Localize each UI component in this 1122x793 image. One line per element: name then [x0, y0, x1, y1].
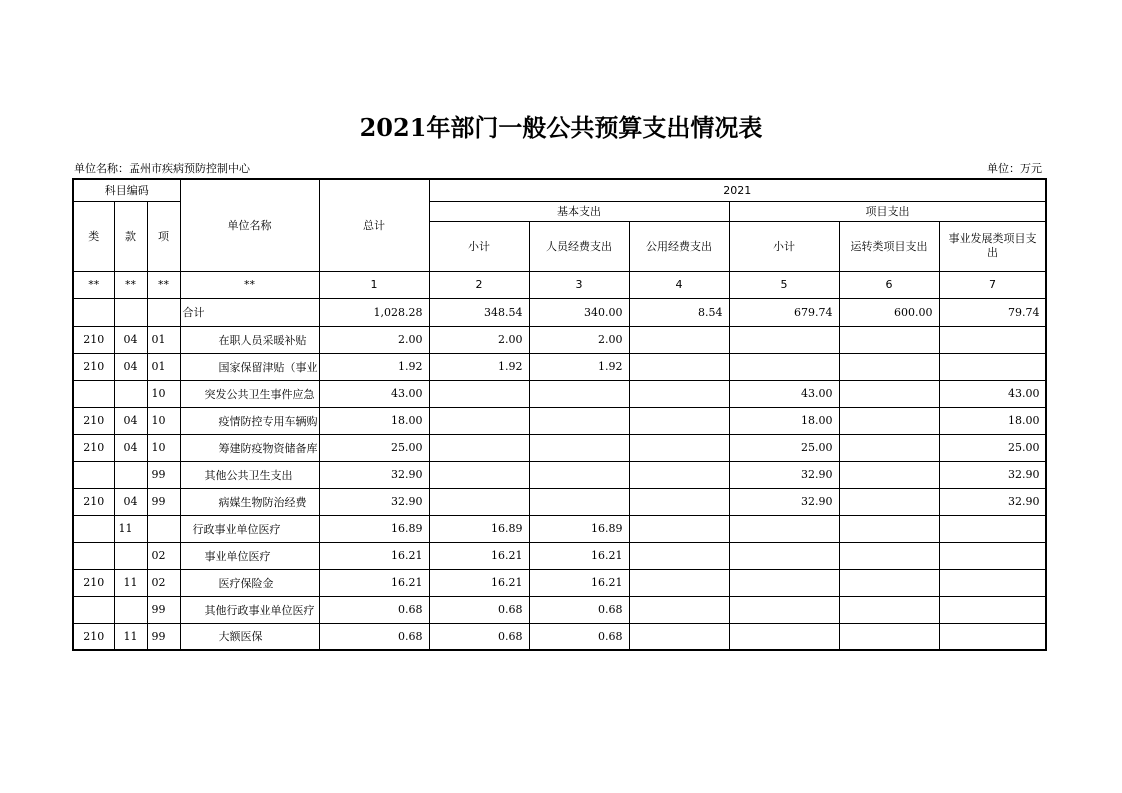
cell-transfer: [839, 623, 939, 650]
cell-xiang: 10: [147, 434, 180, 461]
cell-basic-subtotal: [429, 434, 529, 461]
cell-lei: 210: [73, 326, 114, 353]
cell-xiang: 02: [147, 569, 180, 596]
cell-basic-subtotal: [429, 380, 529, 407]
cell-kuan: 04: [114, 434, 147, 461]
cell-total: 1,028.28: [319, 298, 429, 326]
header-unit-name: 单位名称: [180, 179, 319, 271]
cell-transfer: [839, 542, 939, 569]
cell-name: 其他行政事业单位医疗: [180, 596, 319, 623]
cell-basic-subtotal: 2.00: [429, 326, 529, 353]
cell-transfer: [839, 434, 939, 461]
cell-project-subtotal: 25.00: [729, 434, 839, 461]
cell-development: 25.00: [939, 434, 1046, 461]
table-row: [73, 353, 1046, 380]
cell-xiang: 02: [147, 542, 180, 569]
table-row: [73, 407, 1046, 434]
cell-development: [939, 569, 1046, 596]
unit-name-label: 单位名称：孟州市疾病预防控制中心: [74, 162, 250, 175]
cell-lei: 210: [73, 434, 114, 461]
table-row: [73, 569, 1046, 596]
cell-public: [629, 407, 729, 434]
cell-project-subtotal: 18.00: [729, 407, 839, 434]
table-row: [73, 326, 1046, 353]
cell-project-subtotal: [729, 326, 839, 353]
cell-public: [629, 488, 729, 515]
cell-development: 79.74: [939, 298, 1046, 326]
header-public: 公用经费支出: [629, 221, 729, 271]
cell-kuan: 11: [114, 623, 147, 650]
index-cell: **: [114, 271, 147, 298]
table-header: [73, 179, 1046, 298]
index-cell: 2: [429, 271, 529, 298]
cell-xiang: 99: [147, 461, 180, 488]
cell-basic-subtotal: [429, 488, 529, 515]
cell-xiang: 99: [147, 596, 180, 623]
cell-name: 国家保留津贴（事业: [180, 353, 319, 380]
cell-basic-subtotal: 0.68: [429, 596, 529, 623]
cell-lei: 210: [73, 569, 114, 596]
cell-public: [629, 569, 729, 596]
index-cell: 6: [839, 271, 939, 298]
page-title: 2021年部门一般公共预算支出情况表: [359, 113, 763, 142]
cell-xiang: 10: [147, 407, 180, 434]
cell-transfer: [839, 407, 939, 434]
cell-name: 合计: [180, 298, 319, 326]
cell-basic-subtotal: [429, 461, 529, 488]
cell-kuan: 04: [114, 326, 147, 353]
header-project-subtotal: 小计: [729, 221, 839, 271]
cell-lei: [73, 298, 114, 326]
table-row: [73, 380, 1046, 407]
cell-total: 0.68: [319, 596, 429, 623]
header-total: 总计: [319, 179, 429, 271]
table-row: [73, 488, 1046, 515]
cell-transfer: [839, 353, 939, 380]
cell-public: [629, 596, 729, 623]
cell-public: [629, 380, 729, 407]
cell-project-subtotal: 32.90: [729, 488, 839, 515]
cell-total: 16.21: [319, 542, 429, 569]
cell-transfer: 600.00: [839, 298, 939, 326]
cell-lei: [73, 542, 114, 569]
cell-total: 18.00: [319, 407, 429, 434]
cell-xiang: 01: [147, 326, 180, 353]
cell-kuan: 04: [114, 353, 147, 380]
cell-transfer: [839, 488, 939, 515]
cell-personnel: [529, 461, 629, 488]
cell-name: 筹建防疫物资储备库: [180, 434, 319, 461]
unit-label: 单位：万元: [987, 162, 1042, 175]
cell-public: [629, 353, 729, 380]
table-row: [73, 542, 1046, 569]
index-cell: 5: [729, 271, 839, 298]
cell-xiang: 01: [147, 353, 180, 380]
cell-public: [629, 515, 729, 542]
cell-personnel: [529, 488, 629, 515]
index-cell: 7: [939, 271, 1046, 298]
cell-lei: 210: [73, 488, 114, 515]
cell-lei: 210: [73, 407, 114, 434]
cell-total: 32.90: [319, 461, 429, 488]
index-cell: 1: [319, 271, 429, 298]
index-cell: 3: [529, 271, 629, 298]
cell-xiang: 99: [147, 488, 180, 515]
cell-lei: [73, 515, 114, 542]
cell-project-subtotal: 32.90: [729, 461, 839, 488]
cell-project-subtotal: 679.74: [729, 298, 839, 326]
cell-personnel: 16.21: [529, 569, 629, 596]
cell-transfer: [839, 326, 939, 353]
cell-lei: [73, 596, 114, 623]
cell-transfer: [839, 596, 939, 623]
header-personnel: 人员经费支出: [529, 221, 629, 271]
table-row: [73, 515, 1046, 542]
cell-basic-subtotal: [429, 407, 529, 434]
cell-transfer: [839, 569, 939, 596]
cell-xiang: [147, 515, 180, 542]
cell-public: [629, 326, 729, 353]
header-development: 事业发展类项目支出: [939, 221, 1046, 271]
cell-lei: 210: [73, 623, 114, 650]
cell-public: 8.54: [629, 298, 729, 326]
cell-name: 其他公共卫生支出: [180, 461, 319, 488]
cell-lei: [73, 380, 114, 407]
cell-public: [629, 434, 729, 461]
cell-personnel: 0.68: [529, 623, 629, 650]
header-lei: 类: [73, 201, 114, 271]
cell-development: [939, 623, 1046, 650]
cell-total: 0.68: [319, 623, 429, 650]
cell-basic-subtotal: 16.21: [429, 569, 529, 596]
cell-personnel: 0.68: [529, 596, 629, 623]
cell-kuan: [114, 380, 147, 407]
cell-basic-subtotal: 16.89: [429, 515, 529, 542]
header-year: 2021: [429, 179, 1046, 201]
cell-basic-subtotal: 1.92: [429, 353, 529, 380]
cell-transfer: [839, 380, 939, 407]
header-subject-code: 科目编码: [73, 179, 180, 201]
cell-basic-subtotal: 16.21: [429, 542, 529, 569]
cell-personnel: [529, 380, 629, 407]
index-cell: **: [147, 271, 180, 298]
cell-personnel: 2.00: [529, 326, 629, 353]
cell-total: 32.90: [319, 488, 429, 515]
cell-project-subtotal: [729, 515, 839, 542]
cell-xiang: 10: [147, 380, 180, 407]
cell-kuan: 11: [114, 515, 147, 542]
cell-transfer: [839, 515, 939, 542]
cell-name: 大额医保: [180, 623, 319, 650]
cell-xiang: [147, 298, 180, 326]
cell-lei: [73, 461, 114, 488]
cell-total: 43.00: [319, 380, 429, 407]
cell-lei: 210: [73, 353, 114, 380]
cell-name: 在职人员采暖补贴: [180, 326, 319, 353]
header-xiang: 项: [147, 201, 180, 271]
total-row: [73, 298, 1046, 326]
cell-basic-subtotal: 0.68: [429, 623, 529, 650]
cell-development: 32.90: [939, 488, 1046, 515]
cell-personnel: [529, 407, 629, 434]
cell-total: 16.89: [319, 515, 429, 542]
cell-name: 疫情防控专用车辆购: [180, 407, 319, 434]
index-cell: **: [180, 271, 319, 298]
cell-development: [939, 353, 1046, 380]
cell-name: 事业单位医疗: [180, 542, 319, 569]
index-row: [73, 271, 1046, 298]
header-project: 项目支出: [729, 201, 1046, 221]
cell-project-subtotal: [729, 353, 839, 380]
cell-public: [629, 542, 729, 569]
cell-transfer: [839, 461, 939, 488]
cell-total: 16.21: [319, 569, 429, 596]
cell-project-subtotal: [729, 623, 839, 650]
cell-kuan: [114, 596, 147, 623]
index-cell: 4: [629, 271, 729, 298]
cell-kuan: 04: [114, 488, 147, 515]
header-basic: 基本支出: [429, 201, 729, 221]
cell-development: 32.90: [939, 461, 1046, 488]
header-transfer: 运转类项目支出: [839, 221, 939, 271]
table-row: [73, 596, 1046, 623]
header-kuan: 款: [114, 201, 147, 271]
cell-total: 25.00: [319, 434, 429, 461]
index-cell: **: [73, 271, 114, 298]
cell-public: [629, 461, 729, 488]
cell-kuan: [114, 298, 147, 326]
cell-xiang: 99: [147, 623, 180, 650]
cell-total: 1.92: [319, 353, 429, 380]
budget-table: [72, 178, 1047, 651]
cell-kuan: [114, 461, 147, 488]
table-body: [73, 298, 1046, 650]
cell-kuan: 04: [114, 407, 147, 434]
cell-kuan: [114, 542, 147, 569]
cell-development: [939, 326, 1046, 353]
cell-development: [939, 542, 1046, 569]
cell-project-subtotal: [729, 569, 839, 596]
table-row: [73, 461, 1046, 488]
cell-personnel: 16.21: [529, 542, 629, 569]
cell-total: 2.00: [319, 326, 429, 353]
cell-basic-subtotal: 348.54: [429, 298, 529, 326]
cell-name: 病媒生物防治经费: [180, 488, 319, 515]
cell-project-subtotal: [729, 542, 839, 569]
cell-development: [939, 515, 1046, 542]
table-row: [73, 623, 1046, 650]
cell-kuan: 11: [114, 569, 147, 596]
cell-personnel: 16.89: [529, 515, 629, 542]
cell-public: [629, 623, 729, 650]
cell-personnel: 340.00: [529, 298, 629, 326]
cell-name: 突发公共卫生事件应急: [180, 380, 319, 407]
cell-development: 18.00: [939, 407, 1046, 434]
cell-personnel: [529, 434, 629, 461]
cell-personnel: 1.92: [529, 353, 629, 380]
cell-name: 行政事业单位医疗: [180, 515, 319, 542]
table-row: [73, 434, 1046, 461]
cell-name: 医疗保险金: [180, 569, 319, 596]
cell-project-subtotal: [729, 596, 839, 623]
cell-development: 43.00: [939, 380, 1046, 407]
cell-project-subtotal: 43.00: [729, 380, 839, 407]
cell-development: [939, 596, 1046, 623]
header-basic-subtotal: 小计: [429, 221, 529, 271]
